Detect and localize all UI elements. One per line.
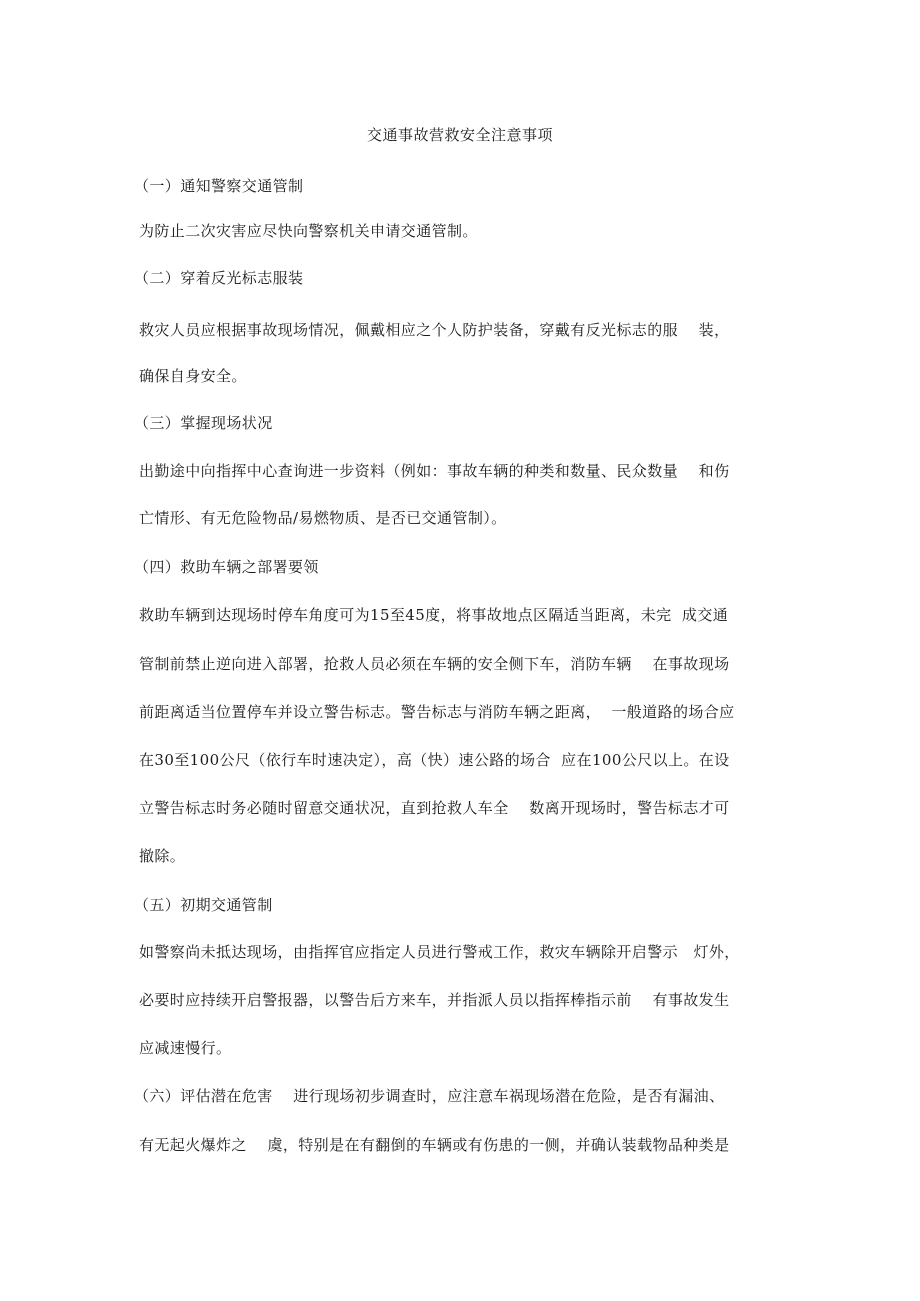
section-heading-6: （六）评估潜在危害 进行现场初步调查时，应注意车祸现场潜在危险，是否有漏油、 [134, 1087, 725, 1105]
paragraph-line: 必要时应持续开启警报器，以警告后方来车，并指派人员以指挥棒指示前 有事故发生 [139, 991, 730, 1009]
section-heading-5: （五）初期交通管制 [134, 896, 273, 914]
paragraph-line: 在30至100公尺（依行车时速决定），高（快）速公路的场合 应在100公尺以上。在设 [139, 751, 730, 769]
paragraph-line: 救灾人员应根据事故现场情况，佩戴相应之个人防护装备，穿戴有反光标志的服 装， [139, 321, 730, 339]
document-title: 交通事故营救安全注意事项 [366, 126, 553, 144]
paragraph-line: 前距离适当位置停车并设立警告标志。警告标志与消防车辆之距离， 一般道路的场合应 [139, 703, 735, 721]
paragraph-line: 撤除。 [139, 847, 186, 865]
section-heading-3: （三）掌握现场状况 [134, 414, 273, 432]
paragraph-line: 有无起火爆炸之 虞，特别是在有翻倒的车辆或有伤患的一侧，并确认装载物品种类是 [139, 1136, 730, 1154]
section-heading-2: （二）穿着反光标志服装 [134, 269, 304, 287]
paragraph-line: 出勤途中向指挥中心查询进一步资料（例如：事故车辆的种类和数量、民众数量 和伤 [139, 462, 730, 480]
section-heading-4: （四）救助车辆之部署要领 [134, 558, 319, 576]
paragraph-line: 亡情形、有无危险物品/易燃物质、是否已交通管制）。 [139, 509, 507, 527]
paragraph-line: 为防止二次灾害应尽快向警察机关申请交通管制。 [139, 222, 478, 240]
paragraph-line: 应减速慢行。 [139, 1039, 232, 1057]
paragraph-line: 救助车辆到达现场时停车角度可为15至45度，将事故地点区隔适当距离，未完 成交通 [139, 606, 729, 624]
paragraph-line: 管制前禁止逆向进入部署，抢救人员必须在车辆的安全侧下车，消防车辆 在事故现场 [139, 655, 730, 673]
section-heading-1: （一）通知警察交通管制 [134, 177, 304, 195]
paragraph-line: 如警察尚未抵达现场，由指挥官应指定人员进行警戒工作，救灾车辆除开启警示 灯外， [139, 943, 740, 961]
paragraph-line: 确保自身安全。 [139, 367, 247, 385]
paragraph-line: 立警告标志时务必随时留意交通状况，直到抢救人车全 数离开现场时，警告标志才可 [139, 799, 730, 817]
